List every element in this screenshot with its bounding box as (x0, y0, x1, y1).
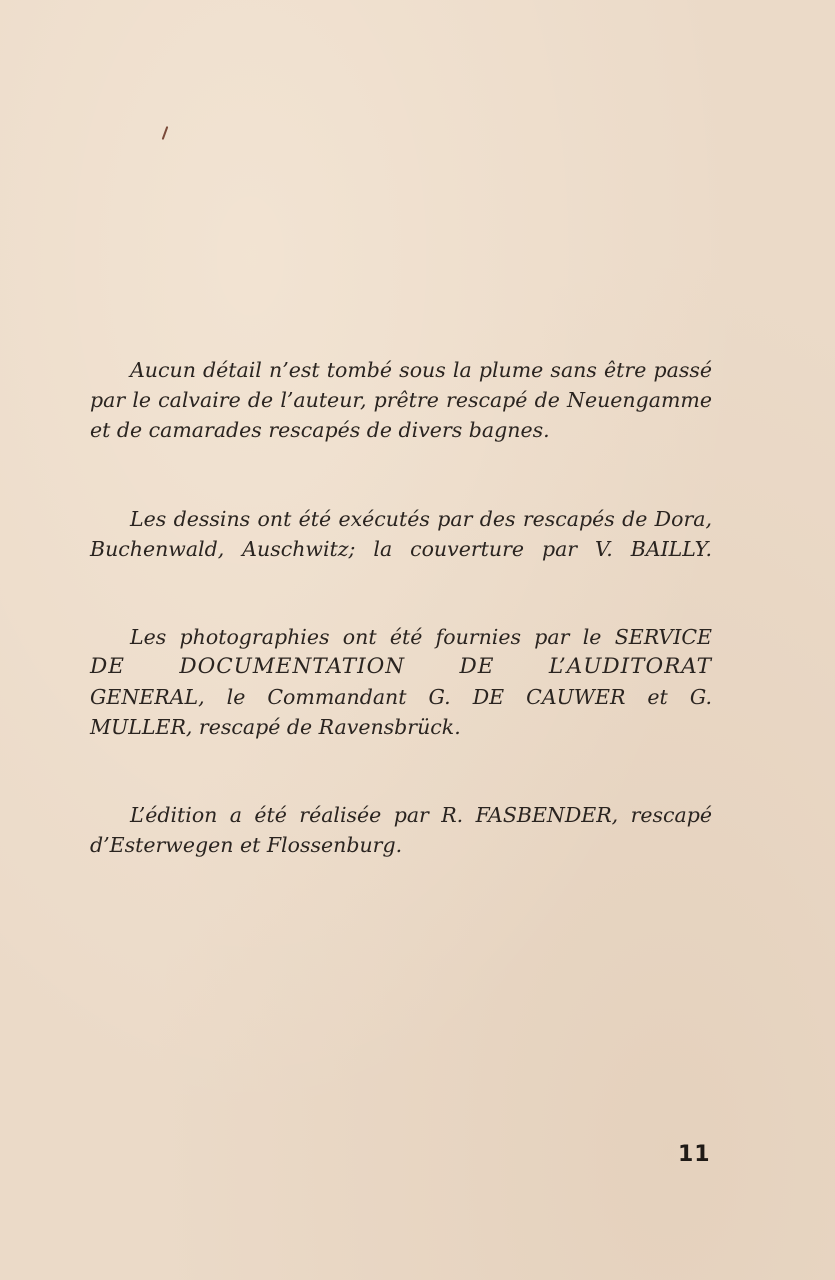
text-line: GENERAL, le Commandant G. DE CAUWER et G. (90, 685, 712, 709)
paragraph-drawings-credit (90, 504, 712, 564)
text-line: L’édition a été réalisée par R. FASBENDER, rescapé (130, 803, 712, 827)
paragraph-photographs-credit (90, 622, 712, 742)
paragraph-edition-credit (90, 800, 712, 860)
text-line: Aucun détail n’est tombé sous la plume sans être passé (130, 358, 712, 382)
text-line: Les photographies ont été fournies par le SERVICE (130, 625, 712, 649)
page-mark (162, 126, 169, 140)
text-line: MULLER, rescapé de Ravensbrück. (90, 715, 461, 739)
text-line: et de camarades rescapés de divers bagnes. (90, 418, 550, 442)
text-line: d’Esterwegen et Flossenburg. (90, 833, 403, 857)
text-line: Les dessins ont été exécutés par des rescapés de Dora, (130, 507, 712, 531)
text-line: DE DOCUMENTATION DE L’AUDITORAT (90, 654, 712, 679)
page-number: 11 (678, 1142, 711, 1167)
text-line: Buchenwald, Auschwitz; la couverture par V. BAILLY. (90, 537, 712, 561)
paragraph-author-note (90, 355, 712, 445)
text-line: par le calvaire de l’auteur, prêtre rescapé de Neuengamme (90, 388, 712, 412)
